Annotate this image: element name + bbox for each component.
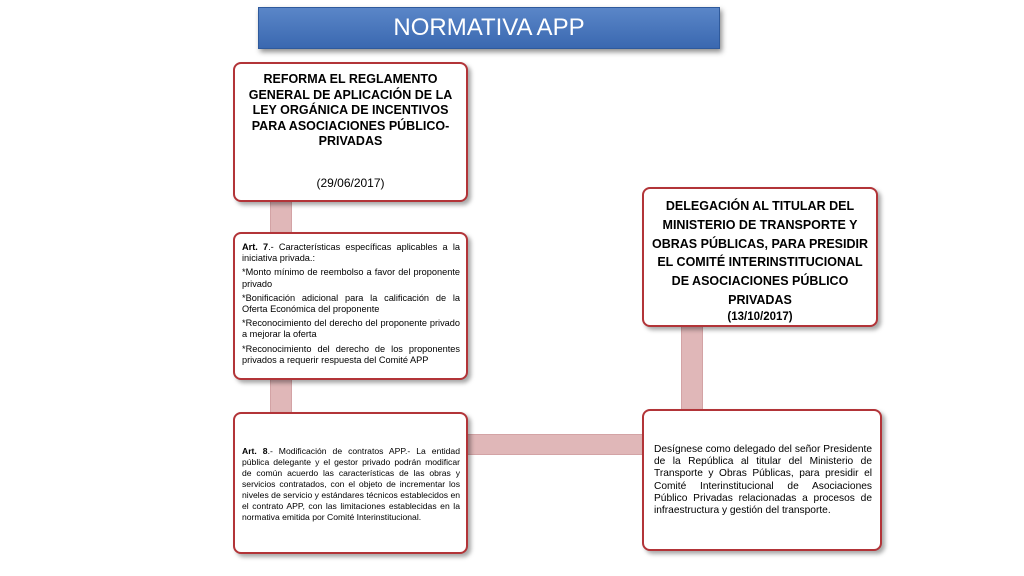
article-7-item: *Reconocimiento del derecho de los proponentes privados a requerir respuesta del Comité APP (242, 343, 460, 365)
connector-box3-box5 (466, 434, 646, 455)
article-7-item: *Reconocimiento del derecho del proponente privado a mejorar la oferta (242, 318, 460, 340)
delegation-box (642, 187, 878, 327)
delegation-date: (13/10/2017) (727, 310, 793, 323)
page-title: NORMATIVA APP (258, 7, 720, 49)
reform-regulation-box (233, 62, 468, 202)
article-7-intro (242, 242, 460, 264)
article-7-item: *Bonificación adicional para la calificación de la Oferta Económica del proponente (242, 292, 460, 315)
designation-box (642, 409, 882, 551)
article-7-label: Art. 7 (242, 242, 269, 252)
article-7-item: *Monto mínimo de reembolso a favor del proponente privado (242, 267, 460, 289)
connector-box4-box5 (681, 325, 703, 413)
reform-regulation-heading: REFORMA EL REGLAMENTO GENERAL DE APLICACIÓN DE LA LEY ORGÁNICA DE INCENTIVOS PARA ASOCIACIONES PÚBLICO-PRIVADAS (248, 72, 453, 148)
article-8-text: .- Modificación de contratos APP.- La entidad pública delegante y el gestor privado podrán modificar de común acuerdo las características de las obras y servicios contratados, con el objeto de incrementar los niveles de servicio y estándares técnicos establecidos en el contrato APP, con las limitaciones establecidas en la normativa emitida por Comité Interinstitucional. (242, 446, 460, 522)
reform-regulation-date: (29/06/2017) (316, 175, 385, 190)
article-7-text: .- Características específicas aplicables a la iniciativa privada.: (242, 242, 460, 264)
article-7-box (233, 232, 468, 380)
delegation-heading: DELEGACIÓN AL TITULAR DEL MINISTERIO DE TRANSPORTE Y OBRAS PÚBLICAS, PARA PRESIDIR EL COMITÉ INTERINSTITUCIONAL DE ASOCIACIONES PÚBLICO PRIVADAS (652, 199, 868, 307)
article-8-label: Art. 8 (242, 446, 268, 456)
designation-text: Desígnese como delegado del señor Presidente de la República al titular del Ministerio de Transporte y Obras Públicas, para presidir el Comité Interinstitucional de Asociaciones Público Privadas relacionadas a procesos de infraestructura y gestión del transporte. (654, 444, 872, 517)
article-8-box (233, 412, 468, 554)
